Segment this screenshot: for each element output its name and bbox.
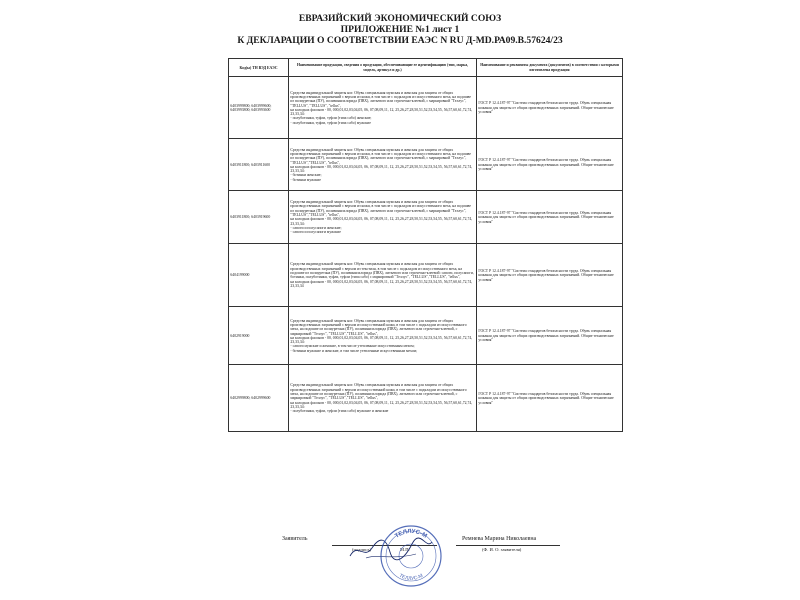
description-line: - сапоги и полусапоги мужские — [290, 230, 341, 235]
row-standard-document: ГОСТ Р 12.4.187-97 "Система стандартов безопасности труда. Обувь специальная кожаная для защиты от общих производственных загрязнений. Общие технические условия" — [477, 191, 623, 244]
row-codes: 6403911800; 6403911600 — [229, 139, 289, 191]
description-line: - полуботинки, туфли, туфли (типа сабо) мужские и женские — [290, 409, 389, 414]
row-product-description — [289, 191, 477, 244]
description-line: - полуботинки, туфли, туфли (типа сабо) мужские — [290, 120, 371, 125]
row-codes: 6402999800; 6402999600 — [229, 365, 289, 432]
header-product: Наименование продукции, сведения о продукции, обеспечивающие ее идентификацию (тип, марка, модель, артикул и др.) — [289, 59, 477, 77]
row-codes: 6403999800; 6403999600; 6403993800; 6403993600 — [229, 77, 289, 139]
row-product-description — [289, 365, 477, 432]
row-codes: 6403911800; 6403919600 — [229, 191, 289, 244]
applicant-label: Заявитель — [282, 536, 308, 542]
row-standard-document: ГОСТ Р 12.4.187-97 "Система стандартов безопасности труда. Обувь специальная кожаная для защиты от общих производственных загрязнений. Общие технические условия" — [477, 139, 623, 191]
row-standard-document: ГОСТ Р 12.4.187-97 "Система стандартов безопасности труда. Обувь специальная кожаная для защиты от общих производственных загрязнений. Общие технические условия" — [477, 365, 623, 432]
table-row — [229, 191, 623, 244]
svg-text:ТЕЛЛУС-М — [394, 529, 427, 540]
description-line: Средства индивидуальной защиты ног. Обувь специальная мужская и женская для защиты от общих производственных загрязнений с верхом из искусственной кожи, в том числе с подкладом из искусственного меха, на подошве из полиуретана (ПУ), поливинилхлорида (ПВХ), литьевого или строчечно-клеевой, с маркировкой "Теллус", "TELLUS","TELLUS", "tellus", — [290, 383, 467, 401]
description-line: - ботинки мужские — [290, 177, 321, 182]
applicant-name: Ремнева Марина Николаевна — [462, 536, 537, 542]
table-row — [229, 307, 623, 365]
row-product-description — [289, 77, 477, 139]
description-line: на колодках фасонов - 00, 000,01,02,03,04,05, 06, 07,08,09,11, 12, 25,26,27,28,50,51,52,53,54,55, 56,57,60,61,72,74, 23,33,34: — [290, 335, 473, 345]
description-line: на колодках фасонов - 00, 000,01,02,03,04,05, 06, 07,08,09,11, 12, 25,26,27,28,50,51,52,53,54,55, 56,57,60,61,72,74, 23,33,34 — [290, 279, 473, 288]
description-line: Средства индивидуальной защиты ног. Обувь специальная мужская и женская для защиты от общих производственных загрязнений с верхом из кожи, в том числе с подкладом из искусственного меха, на подошве из полиуретана (ПУ), поливинилхлорида (ПВХ), литьевого или строчечно-клеевой, с маркировкой "Теллус", "TELLUS","TELLUS", "tellus", — [290, 200, 471, 218]
description-line: Средства индивидуальной защиты ног. Обувь специальная мужская и женская для защиты от общих производственных загрязнений с верхом из кожи, в том числе с подкладом из искусственного меха, на подошве из полиуретана (ПУ), поливинилхлорида (ПВХ), литьевого или строчечно-клеевой, с маркировкой "Теллус", "TELLUS","TELLUS", "tellus", — [290, 147, 471, 165]
document-header — [0, 13, 800, 46]
row-standard-document: ГОСТ Р 12.4.187-97 "Система стандартов безопасности труда. Обувь специальная кожаная для защиты от общих производственных загрязнений. Общие технические условия" — [477, 77, 623, 139]
row-standard-document: ГОСТ Р 12.4.187-97 "Система стандартов безопасности труда. Обувь специальная кожаная для защиты от общих производственных загрязнений. Общие технические условия" — [477, 307, 623, 365]
header-codes: Код(ы) ТН ВЭД ЕАЭС — [229, 59, 289, 77]
description-line: на колодках фасонов - 00, 000,01,02,03,04,05, 06, 07,08,09,11, 12, 25,26,27,28,50,51,52,53,54,55, 56,57,60,61,72,74, 23,33,34: — [290, 400, 473, 409]
table-header-row — [229, 59, 623, 77]
row-product-description — [289, 307, 477, 365]
svg-text:ТЕЛЛУС-М — [398, 573, 424, 582]
description-line: - ботинки женские; — [290, 173, 322, 178]
description-line: Средства индивидуальной защиты ног. Обувь специальная мужская и женская для защиты от общих производственных загрязнений с верхом из кожи, в том числе с подкладом из искусственного меха, на подошве из полиуретана (ПУ), поливинилхлорида (ПВХ), литьевого или строчечно-клеевой, с маркировкой "Теллус", "TELLUS", "TELLUS", "tellus", — [290, 90, 471, 108]
signature-caption: (подпись) — [352, 547, 372, 552]
header-declaration-title: К ДЕКЛАРАЦИИ О СООТВЕТСТВИИ ЕАЭС N RU Д-MD.РА09.В.57624/23 — [237, 35, 563, 46]
description-line: - сапоги и полусапоги женские; — [290, 225, 342, 230]
row-codes: 6402919000 — [229, 307, 289, 365]
products-table — [228, 58, 623, 432]
row-product-description — [289, 139, 477, 191]
header-appendix-title: ПРИЛОЖЕНИЕ №1 лист 1 — [340, 24, 460, 35]
stamp-text-bottom: ТЕЛЛУС-М — [397, 572, 425, 583]
description-line: - сапоги мужские и женские, в том числе утепленные искусственным мехом; — [290, 344, 415, 349]
table-row — [229, 365, 623, 432]
row-product-description — [289, 244, 477, 307]
description-line: Средства индивидуальной защиты ног. Обувь специальная мужская и женская для защиты от общих производственных загрязнений с верхом из текстиля, в том числе с подкладом из искусственного меха, на подошве из полиуретана (ПУ), поливинилхлорида (ПВХ), литьевого или строчечно-клеевой: сапоги, полусапоги, ботинки, полуботинки, туфли, туфли (типа сабо) с маркировкой "Теллус", "TELLUS","TELLUS", "tellus", — [290, 262, 474, 280]
table-row — [229, 77, 623, 139]
row-codes: 6404199000 — [229, 244, 289, 307]
header-documents: Наименование и реквизиты документа (документов) в соответствии с которыми изготовлена продукция — [477, 59, 623, 77]
description-line: на колодках фасонов - 00, 000,01,02,03,04,05, 06, 07,08,09,11, 12, 25,26,27,28,50,51,52,53,54,55, 56,57,60,61,72,74, 23,33,34: — [290, 107, 473, 117]
description-line: - ботинки мужские и женские, в том числе утепленные искусственным мехом; — [290, 348, 418, 353]
header-union-title: ЕВРАЗИЙСКИЙ ЭКОНОМИЧЕСКИЙ СОЮЗ — [298, 13, 502, 24]
description-line: на колодках фасонов - 00, 000,01,02,03,04,05, 06, 07,08,09,11, 12, 25,26,27,28,50,51,52,53,54,55, 56,57,60,61,72,74, 23,33,34: — [290, 164, 473, 174]
table-row — [229, 244, 623, 307]
description-line: на колодках фасонов - 00, 000,01,02,03,04,05, 06, 07,08,09,11, 12, 25,26,27,28,50,51,52,53,54,55, 56,57,60,61,72,74, 23,33,34: — [290, 217, 473, 226]
stamp-text-top: ТЕЛЛУС-М — [394, 528, 428, 540]
description-line: - полуботинки, туфли, туфли (типа сабо) женские; — [290, 116, 372, 121]
description-line: Средства индивидуальной защиты ног. Обувь специальная мужская и женская для защиты от общих производственных загрязнений с верхом из искусственной кожи, в том числе с подкладом из искусственного меха, на подошве из полиуретана (ПУ), поливинилхлорида (ПВХ), литьевого или строчечно-клеевой, с маркировкой "Теллус", "TELLUS","TELLUS", "tellus", — [290, 318, 467, 336]
company-stamp — [378, 523, 444, 589]
table-row — [229, 139, 623, 191]
stamp-caption: М.П. — [400, 547, 410, 552]
name-line — [456, 545, 560, 546]
row-standard-document: ГОСТ Р 12.4.187-97 "Система стандартов безопасности труда. Обувь специальная кожаная для защиты от общих производственных загрязнений. Общие технические условия" — [477, 244, 623, 307]
name-caption: (Ф. И. О. заявителя) — [482, 547, 522, 552]
